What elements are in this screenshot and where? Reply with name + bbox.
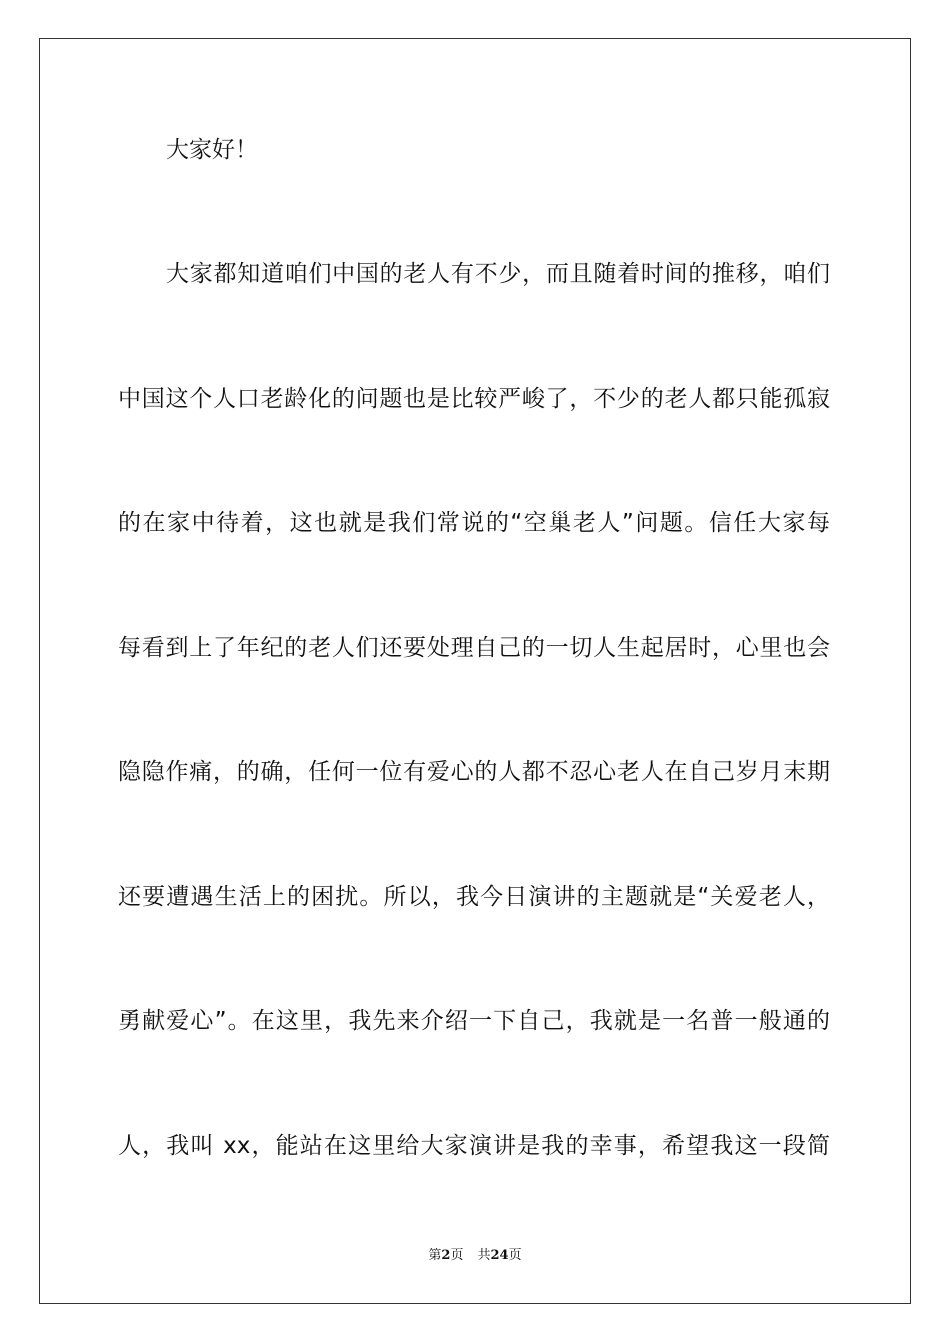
total-page-count: 24 xyxy=(490,1248,509,1263)
paragraph-line: 中国这个人口老龄化的问题也是比较严峻了，不少的老人都只能孤寂 xyxy=(118,386,830,412)
page-footer xyxy=(0,1247,950,1265)
current-page-number: 2 xyxy=(441,1248,451,1263)
paragraph-line: 隐隐作痛，的确，任何一位有爱心的人都不忍心老人在自己岁月末期 xyxy=(118,759,830,785)
paragraph-line: 还要遭遇生活上的困扰。所以，我今日演讲的主题就是“关爱老人， xyxy=(118,884,830,910)
paragraph-line: 勇献爱心”。在这里，我先来介绍一下自己，我就是一名普一般通的 xyxy=(118,1008,830,1034)
page-number-prefix: 第 xyxy=(428,1248,442,1263)
paragraph-line: 每看到上了年纪的老人们还要处理自己的一切人生起居时，心里也会 xyxy=(118,635,830,661)
page-border xyxy=(39,38,911,1304)
paragraph-line: 的在家中待着，这也就是我们常说的“空巢老人”问题。信任大家每 xyxy=(118,510,830,536)
total-pages-suffix: 页 xyxy=(508,1248,522,1263)
greeting-line: 大家好！ xyxy=(166,137,258,163)
page-number-suffix: 页 xyxy=(450,1248,464,1263)
paragraph-line: 大家都知道咱们中国的老人有不少，而且随着时间的推移，咱们 xyxy=(166,261,830,287)
paragraph-line: 人，我叫 xx，能站在这里给大家演讲是我的幸事，希望我这一段简 xyxy=(118,1133,830,1159)
total-pages-prefix: 共 xyxy=(477,1248,491,1263)
